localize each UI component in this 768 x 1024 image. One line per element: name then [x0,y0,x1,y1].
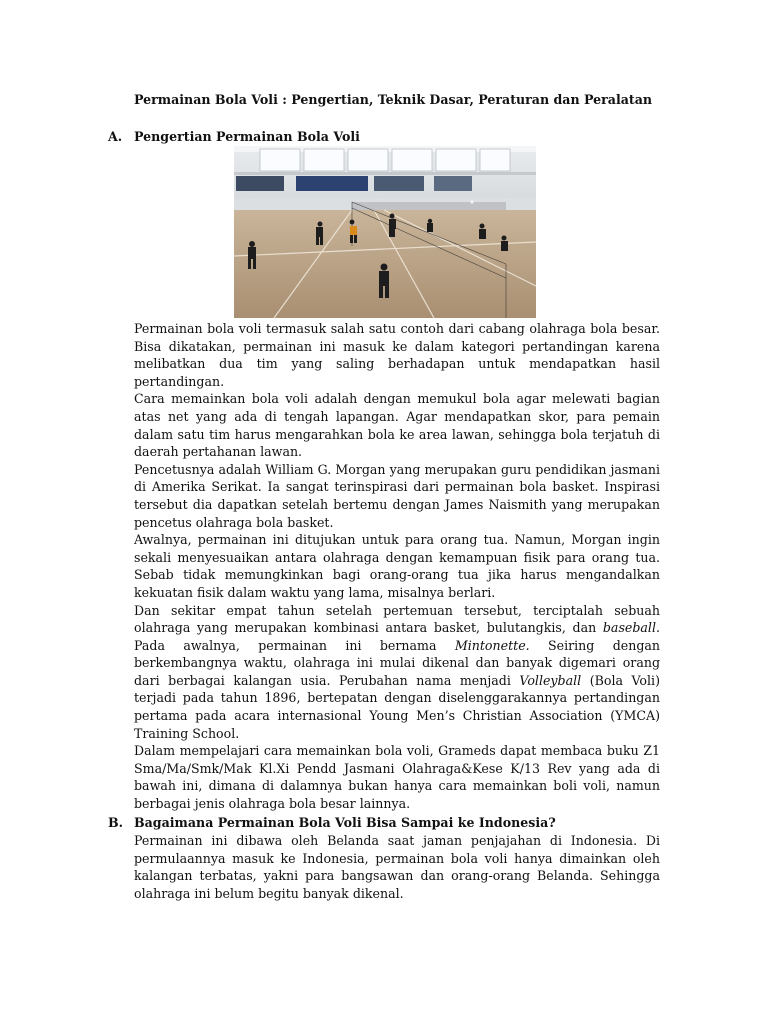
paragraph [134,602,660,743]
section-a-title: Pengertian Permainan Bola Voli [134,129,360,144]
section-b-title: Bagaimana Permainan Bola Voli Bisa Sampai ke Indonesia? [134,815,556,830]
text-run: Pada awalnya, permainan ini bernama [134,637,455,653]
paragraph: Pencetusnya adalah William G. Morgan yang merupakan guru pendidikan jasmani di Amerika Serikat. Ia sangat terinspirasi dari permainan bola basket. Inspirasi tersebut dia dapatkan setelah bertemu dengan James Naismith yang merupakan pencetus olahraga bola basket. [134,461,660,530]
volleyball-gym-photo [234,146,536,318]
section-b-body [134,832,660,902]
italic-term: Volleyball [519,672,582,688]
section-b-heading [108,815,556,830]
text-run: (Bola Voli) terjadi pada tahun 1896, bertepatan dengan diselenggarakannya pertandingan pertama pada acara internasional Young Men’s Christian Association (YMCA) Training School. [134,672,660,741]
paragraph: Permainan ini dibawa oleh Belanda saat jaman penjajahan di Indonesia. Di permulaannya masuk ke Indonesia, permainan bola voli hanya dimainkan oleh kalangan terbatas, yakni para bangsawan dan orang-orang Belanda. Sehingga olahraga ini belum begitu banyak dikenal. [134,833,660,901]
text-run: Seiring dengan berkembangnya waktu, olahraga ini mulai dikenal dan banyak digemari orang dari berbagai kalangan usia. Perubahan nama menjadi [134,637,660,688]
section-a-body [134,320,660,813]
text-run: Dan sekitar empat tahun setelah pertemuan tersebut, terciptalah sebuah olahraga yang merupakan kombinasi antara basket, bulutangkis, dan [134,602,660,636]
paragraph: Awalnya, permainan ini ditujukan untuk para orang tua. Namun, Morgan ingin sekali menyesuaikan antara olahraga dengan kemampuan fisik para orang tua. Sebab tidak memungkinkan bagi orang-orang tua jika harus mengandalkan kekuatan fisik dalam waktu yang lama, misalnya berlari. [134,532,660,600]
paragraph: Dalam mempelajari cara memainkan bola voli, Grameds dapat membaca buku Z1 Sma/Ma/Smk/Mak Kl.Xi Pendd Jasmani Olahraga&Kese K/13 Rev yang ada di bawah ini, dimana di dalamnya bukan hanya cara memainkan boli voli, namun berbagai jenis olahraga bola besar lainnya. [134,743,660,812]
italic-term: baseball. [602,620,660,636]
paragraph: Permainan bola voli termasuk salah satu contoh dari cabang olahraga bola besar. Bisa dikatakan, permainan ini masuk ke dalam kategori pertandingan karena melibatkan dua tim yang saling berhadapan untuk mendapatkan hasil pertandingan. [134,321,660,389]
document-title: Permainan Bola Voli : Pengertian, Teknik Dasar, Peraturan dan Peralatan [134,92,653,107]
paragraph: Cara memainkan bola voli adalah dengan memukul bola agar melewati bagian atas net yang ada di tengah lapangan. Agar mendapatkan skor, para pemain dalam satu tim harus mengarahkan bola ke area lawan, sehingga bola terjatuh di daerah pertahanan lawan. [134,391,660,460]
italic-term: Mintonette. [454,637,530,653]
section-a-heading [108,129,360,144]
section-b-number: B. [108,815,124,830]
section-a-number: A. [108,129,123,144]
